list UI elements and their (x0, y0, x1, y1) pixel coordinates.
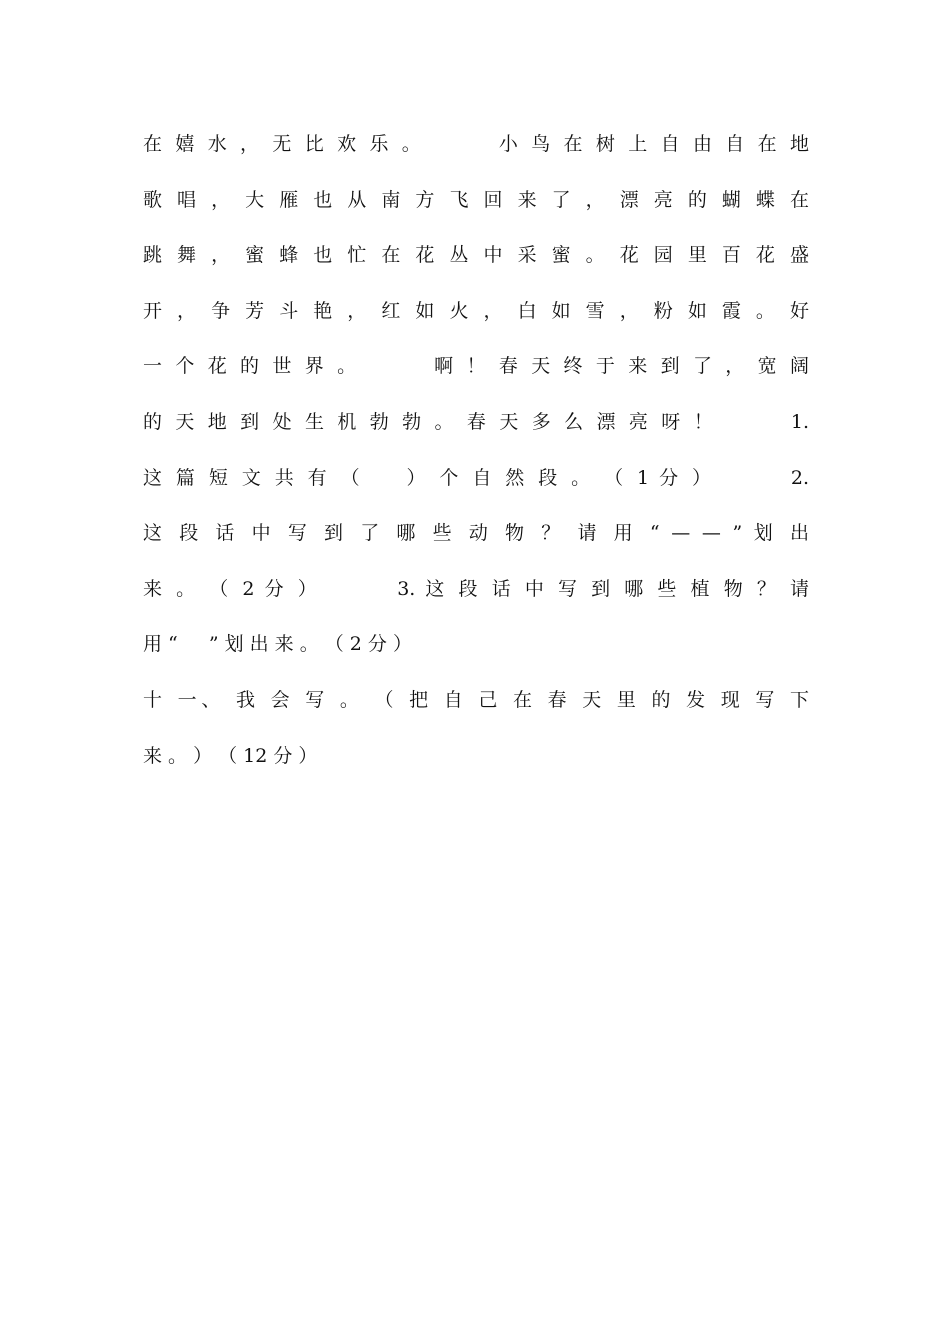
text-line-7: 这 篇 短 文 共 有 （ ） 个 自 然 段 。 （ 1 分 ） 2. (143, 466, 809, 489)
text-line-10: 用 “ ” 划 出 来 。 （ 2 分 ） (143, 633, 412, 656)
text-line-1: 在 嬉 水 ， 无 比 欢 乐 。 小 鸟 在 树 上 自 由 自 在 地 (143, 133, 809, 155)
text-line-3: 跳 舞 ， 蜜 蜂 也 忙 在 花 丛 中 采 蜜 。 花 园 里 百 花 盛 (143, 244, 809, 267)
text-line-6: 的 天 地 到 处 生 机 勃 勃 。 春 天 多 么 漂 亮 呀 ！ 1. (143, 410, 809, 433)
text-line-9: 来 。 （ 2 分 ） 3. 这 段 话 中 写 到 哪 些 植 物 ？ 请 (143, 577, 809, 600)
text-line-5: 一 个 花 的 世 界 。 啊 ！ 春 天 终 于 来 到 了 ， 宽 阔 (143, 355, 809, 378)
passage-text-block (143, 122, 809, 789)
text-line-12: 来 。 ） （ 12 分 ） (143, 744, 318, 767)
text-line-11: 十 一、 我 会 写 。 （ 把 自 己 在 春 天 里 的 发 现 写 下 (143, 688, 809, 711)
text-line-8: 这 段 话 中 写 到 了 哪 些 动 物 ？ 请 用 “ — — ” 划 出 (143, 522, 809, 545)
text-line-4: 开 ， 争 芳 斗 艳 ， 红 如 火 ， 白 如 雪 ， 粉 如 霞 。 好 (143, 299, 809, 322)
text-line-2: 歌 唱 ， 大 雁 也 从 南 方 飞 回 来 了 ， 漂 亮 的 蝴 蝶 在 (143, 188, 809, 211)
